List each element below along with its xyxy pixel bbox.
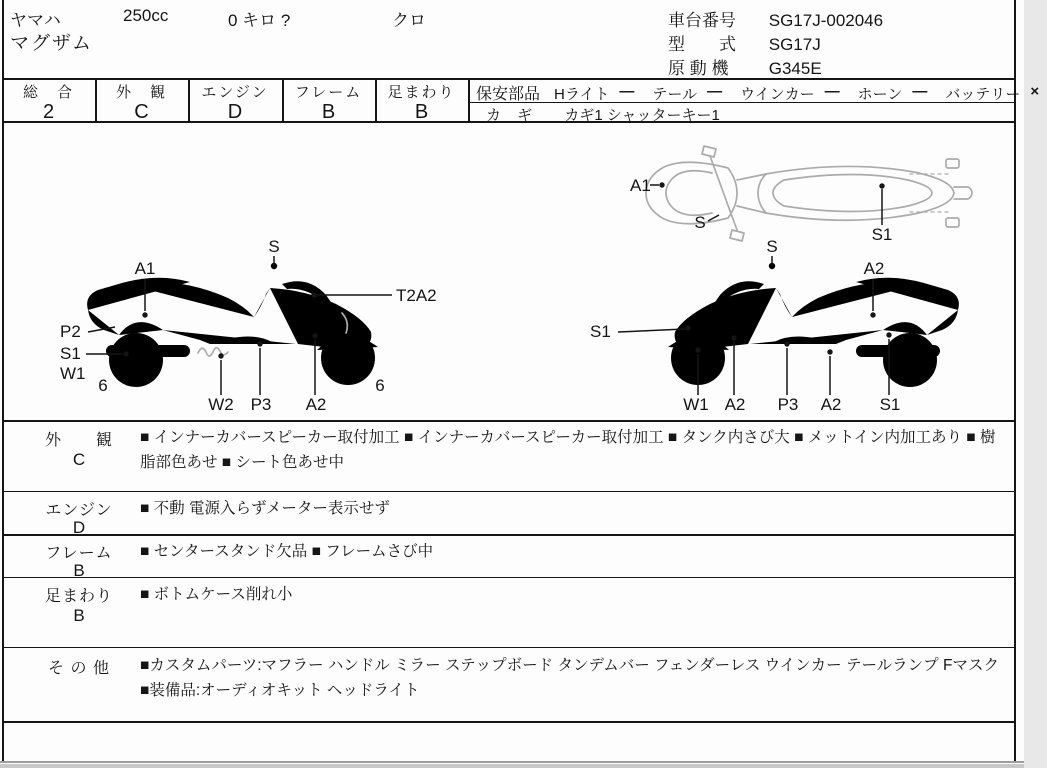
- condition-text: ■ センタースタンド欠品 ■ フレームさび中: [140, 543, 434, 560]
- chassis-number-row: [668, 6, 883, 31]
- rating-frame: [282, 78, 375, 123]
- engine-code-row: [668, 54, 822, 79]
- condition-label: 外 観: [44, 432, 113, 449]
- divider: [2, 577, 1016, 578]
- safety-item-winker: [740, 83, 848, 104]
- rating-label: 総 合: [22, 84, 74, 101]
- scooter-left-outline: [87, 263, 378, 387]
- rating-exterior: [95, 78, 188, 123]
- condition-label: エンジン: [45, 502, 113, 519]
- diagram-part-label: T2A2: [396, 286, 437, 305]
- diagram-part-label: W1: [683, 395, 709, 414]
- divider: [2, 721, 1016, 723]
- diagram-part-label: 6: [98, 376, 108, 395]
- key-value: カギ1 シャッターキー1: [564, 107, 720, 124]
- rating-label: エンジン: [201, 84, 269, 101]
- diagram-part-label: P3: [777, 395, 799, 414]
- safety-item-status: —: [824, 83, 840, 100]
- safety-item-name: テール: [652, 86, 698, 103]
- diagram-top-view-labels: [630, 176, 892, 244]
- diagram-top-view: [616, 136, 986, 251]
- model-name: マグザム: [10, 33, 94, 54]
- rating-value: D: [227, 101, 243, 123]
- engine-code-label: 原 動 機: [668, 59, 729, 78]
- diagram-part-label: S1: [590, 322, 611, 341]
- cell-divider: [468, 78, 470, 123]
- scan-edge-bar: [0, 764, 1024, 768]
- diagram-part-label: P3: [250, 395, 272, 414]
- diagram-part-label: P2: [60, 322, 81, 341]
- diagram-right-view: [588, 238, 988, 423]
- key-row: [486, 104, 720, 125]
- divider: [2, 647, 1016, 648]
- safety-item-horn: [858, 83, 936, 104]
- safety-item-battery: [945, 83, 1047, 104]
- rating-value: B: [414, 101, 429, 123]
- diagram-part-label: W1: [60, 364, 86, 383]
- diagram-part-label: 6: [375, 376, 385, 395]
- chassis-number-label: 車台番号: [668, 11, 736, 30]
- condition-grade: B: [73, 561, 85, 580]
- color-name: クロ: [392, 11, 426, 30]
- rating-label: 外 観: [115, 84, 167, 101]
- diagram-part-label: S: [268, 237, 280, 256]
- diagram-part-label: A2: [820, 395, 842, 414]
- rating-value: B: [321, 101, 336, 123]
- safety-item-name: Hライト: [554, 86, 610, 103]
- diagram-part-label: A2: [724, 395, 746, 414]
- safety-parts-title: 保安部品: [476, 86, 541, 103]
- safety-item-name: ウインカー: [740, 86, 815, 103]
- diagram-left-view-labels: [60, 237, 437, 414]
- condition-text: ■カスタムパーツ:マフラー ハンドル ミラー ステップボード タンデムバー フェンダーレス ウインカー テールランプ Fマスク ■装備品:オーディオキット ヘッドライト: [140, 657, 999, 699]
- divider: [2, 534, 1016, 536]
- rating-undercarriage: [375, 78, 468, 123]
- condition-text: ■ 不動 電源入らずメーター表示せず: [140, 500, 390, 517]
- rating-value: C: [134, 101, 149, 123]
- safety-item-headlight: [554, 83, 642, 104]
- scan-edge-line: [0, 761, 1024, 763]
- diagram-part-label: A1: [630, 176, 651, 195]
- diagram-part-label: A2: [863, 259, 885, 278]
- mileage: 0 キロ ?: [228, 11, 291, 30]
- diagram-part-label: A2: [305, 395, 327, 414]
- rating-overall: [2, 78, 95, 123]
- safety-item-name: バッテリー: [945, 86, 1021, 103]
- diagram-part-label: S1: [871, 225, 893, 244]
- divider: [2, 491, 1016, 492]
- condition-label: そ の 他: [48, 660, 110, 677]
- condition-grade: D: [72, 518, 86, 537]
- safety-item-status: —: [707, 83, 723, 100]
- diagram-part-label: S1: [879, 395, 901, 414]
- safety-item-status: —: [912, 83, 928, 100]
- displacement: 250cc: [123, 6, 169, 25]
- model-code-label: 型 式: [668, 35, 736, 54]
- chassis-number-value: SG17J-002046: [768, 11, 884, 30]
- safety-item-status: —: [619, 83, 635, 100]
- diagram-left-view: [58, 238, 458, 423]
- diagram-part-label: A1: [134, 259, 156, 278]
- condition-grade: B: [73, 606, 85, 625]
- condition-text: ■ インナーカバースピーカー取付加工 ■ インナーカバースピーカー取付加工 ■ タンク内さび大 ■ メットイン内加工あり ■ 樹脂部色あせ ■ シート色あせ中: [140, 429, 996, 471]
- engine-code-value: G345E: [768, 59, 822, 78]
- maker-name: ヤマハ: [10, 11, 61, 30]
- safety-parts-row: [476, 81, 1040, 104]
- damage-mark-scratch: [198, 348, 228, 356]
- diagram-part-label: S: [766, 237, 778, 256]
- model-code-value: SG17J: [768, 35, 821, 54]
- condition-text: ■ ボトムケース削れ小: [140, 586, 293, 603]
- condition-label: 足まわり: [44, 588, 113, 605]
- rating-value: 2: [42, 101, 55, 123]
- scooter-right-outline: [668, 263, 959, 387]
- safety-item-status: ×: [1030, 83, 1040, 100]
- safety-item-name: ホーン: [857, 86, 903, 103]
- model-code-row: [668, 30, 821, 55]
- rating-label: フレーム: [294, 84, 363, 101]
- diagram-part-label: S: [694, 213, 706, 232]
- safety-item-tail: [652, 83, 730, 104]
- rating-engine: [188, 78, 282, 123]
- diagram-part-label: W2: [208, 395, 234, 414]
- condition-label: フレーム: [45, 545, 113, 562]
- diagram-part-label: S1: [60, 344, 81, 363]
- key-label: カ ギ: [486, 107, 539, 124]
- rating-label: 足まわり: [387, 84, 456, 101]
- condition-grade: C: [72, 450, 86, 469]
